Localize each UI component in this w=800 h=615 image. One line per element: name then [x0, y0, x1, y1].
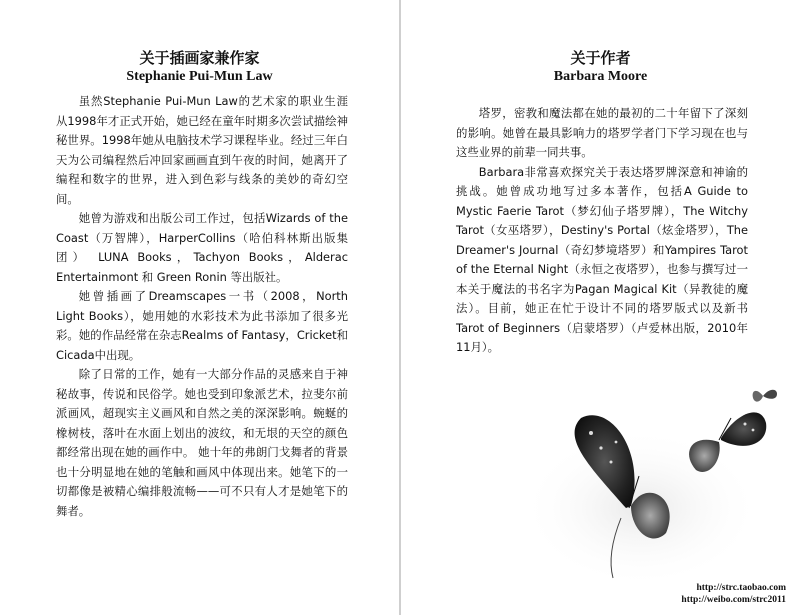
left-paragraph-3: 她曾插画了Dreamscapes一书（2008，North Light Books），她用她的水彩技术为此书添加了很多光彩。她的作品经常在杂志Realms of Fantasy，Cricket和Cicada中出现。	[56, 289, 348, 362]
right-page	[401, 0, 800, 615]
right-title-cn: 关于作者	[570, 49, 631, 67]
footer-urls	[681, 582, 786, 606]
left-paragraph-2: 她曾为游戏和出版公司工作过，包括Wizards of the Coast（万智牌），HarperCollins（哈伯科林斯出版集团） LUNA Books，Tachyon Books，Alderac Entertainmont 和 Green Ronin 等出版社。	[56, 211, 348, 284]
right-title-en: Barbara Moore	[553, 69, 648, 84]
left-page	[0, 0, 399, 615]
left-paragraph-1: 虽然Stephanie Pui-Mun Law的艺术家的职业生涯从1998年才正式开始，她已经在童年时期多次尝试描绘神秘世界。1998年她从电脑技术学习课程毕业。经过三年白天为公司编程然后冲回家画画直到午夜的时间，她离开了编程和数字的世界，进入到色彩与线条的美妙的奇幻空间。	[56, 94, 348, 206]
footer-url-2[interactable]: http://weibo.com/strc2011	[681, 595, 786, 605]
right-paragraph-2: Barbara非常喜欢探究关于表达塔罗牌深意和神谕的挑战。她曾成功地写过多本著作，包括A Guide to Mystic Faerie Tarot（梦幻仙子塔罗牌），The Witchy Tarot（女巫塔罗），Destiny's Portal（炫金塔罗），The Dreamer's Journal（奇幻梦境塔罗）和Yampires Tarot of the Eternal Night（永恒之夜塔罗），也参与撰写过一本关于魔法的书名字为Pagan Magical Kit（异教徒的魔法）。目前，她正在忙于设计不同的塔罗版式以及新书Tarot of Beginners（启蒙塔罗）（卢爱林出版，2010年11月）。	[456, 164, 748, 354]
left-title-en: Stephanie Pui-Mun Law	[126, 69, 273, 84]
right-paragraph-1: 塔罗，密教和魔法都在她的最初的二十年留下了深刻的影响。她曾在最具影响力的塔罗学者门下学习现在也与这些业界的前辈一同共事。	[456, 106, 748, 159]
right-body	[456, 104, 748, 358]
left-body	[56, 92, 348, 521]
footer-url-1[interactable]: http://strc.taobao.com	[696, 583, 786, 593]
left-paragraph-4: 除了日常的工作，她有一大部分作品的灵感来自于神秘故事，传说和民俗学。她也受到印象派艺术，拉斐尔前派画风，超现实主义画风和自然之美的深深影响。蜿蜒的橡树枝，落叶在水面上划出的波纹，和无垠的天空的颜色都经常出现在她的画作中。 她十年的弗朗门戈舞者的背景也十分明显地在她的笔触和画风中体现出来。她笔下的一切都像是被精心编排般流畅——可不只有人才是她笔下的舞者。	[56, 367, 348, 518]
small-butterfly-icon	[753, 390, 777, 402]
butterflies-illustration	[531, 358, 799, 598]
left-title-cn: 关于插画家兼作家	[139, 49, 260, 67]
